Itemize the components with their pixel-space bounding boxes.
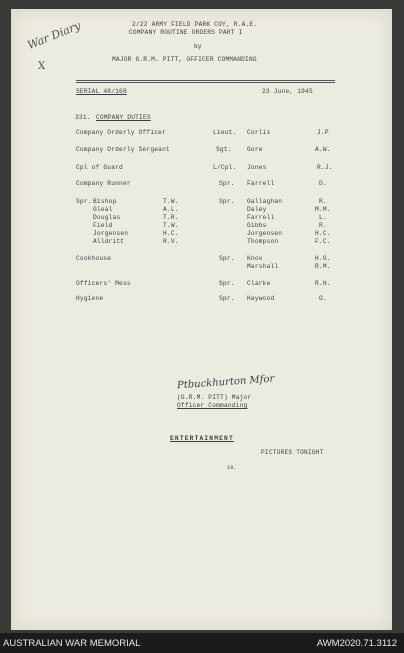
page-note: 18. bbox=[227, 465, 237, 471]
footer-catalogue-number: AWM2020.71.3112 bbox=[316, 638, 397, 649]
guard-initials: R. bbox=[319, 222, 327, 229]
signature: Ptbuckhurton Mfor bbox=[176, 373, 275, 392]
guard-name: Thompson bbox=[247, 238, 279, 245]
header-orders-title: COMPANY ROUTINE ORDERS PART I bbox=[129, 29, 243, 36]
duty-label: Cpl of Guard bbox=[76, 164, 123, 171]
guard-name: Gallaghan bbox=[247, 198, 283, 205]
entertainment-text: PICTURES TONIGHT bbox=[261, 449, 324, 456]
header-rule-top bbox=[76, 80, 335, 81]
guard-initials: R. bbox=[319, 198, 327, 205]
header-commander: MAJOR G.R.M. PITT, OFFICER COMMANDING bbox=[112, 56, 257, 63]
archive-footer bbox=[0, 633, 404, 653]
guard-initials: T.W. bbox=[163, 222, 179, 229]
guard-initials: M.M. bbox=[315, 206, 331, 213]
duty-rank: Spr. bbox=[219, 295, 235, 302]
signatory-name: (G.R.M. PITT) Major bbox=[177, 394, 252, 401]
margin-note-war-diary: War Diary bbox=[25, 18, 83, 53]
duty-rank: Spr. bbox=[219, 280, 235, 287]
duty-label: Company Orderly Sergeant bbox=[76, 146, 170, 153]
guard-name: Farrell bbox=[247, 214, 275, 221]
duty-name: Marshall bbox=[247, 263, 279, 270]
duty-initials: J.P bbox=[317, 129, 329, 136]
duty-name: Knox bbox=[247, 255, 263, 262]
guard-rank-right: Spr. bbox=[219, 198, 235, 205]
duty-name: Jones bbox=[247, 164, 267, 171]
section-number: 331. bbox=[75, 114, 91, 121]
guard-name: Bishop bbox=[93, 198, 117, 205]
header-by: by bbox=[194, 43, 202, 50]
guard-initials: H.C. bbox=[315, 230, 331, 237]
entertainment-heading: ENTERTAINMENT bbox=[170, 435, 234, 442]
guard-initials: F.C. bbox=[315, 238, 331, 245]
duty-label: Hygiene bbox=[76, 295, 104, 302]
guard-initials: R.V. bbox=[163, 238, 179, 245]
guard-name: Alldritt bbox=[93, 238, 125, 245]
duty-label: Cookhouse bbox=[76, 255, 112, 262]
guard-initials: T.W. bbox=[163, 198, 179, 205]
duty-initials: R.M. bbox=[315, 263, 331, 270]
duty-initials: R.H. bbox=[315, 280, 331, 287]
order-date: 23 June, 1945 bbox=[262, 88, 313, 95]
duty-rank: Lieut. bbox=[213, 129, 237, 136]
signatory-title: Officer Commanding bbox=[177, 402, 248, 409]
duty-rank: Spr. bbox=[219, 255, 235, 262]
guard-rank-left: Spr. bbox=[76, 198, 92, 205]
guard-name: Jorgensen bbox=[247, 230, 283, 237]
header-unit: 2/22 ARMY FIELD PARK COY, R.A.E. bbox=[132, 21, 258, 28]
duty-initials: D. bbox=[319, 180, 327, 187]
guard-initials: T.R. bbox=[163, 214, 179, 221]
duty-name: Gore bbox=[247, 146, 263, 153]
guard-name: Jorgensen bbox=[93, 230, 129, 237]
duty-label: Company Orderly Officer bbox=[76, 129, 167, 136]
document-page bbox=[11, 9, 392, 630]
duty-label: Company Runner bbox=[76, 180, 131, 187]
guard-initials: A.L. bbox=[163, 206, 179, 213]
guard-initials: L. bbox=[319, 214, 327, 221]
duty-name: Haywood bbox=[247, 295, 275, 302]
guard-name: Douglas bbox=[93, 214, 121, 221]
guard-initials: H.C. bbox=[163, 230, 179, 237]
guard-name: Gibbs bbox=[247, 222, 267, 229]
duty-name: Farrell bbox=[247, 180, 275, 187]
duty-rank: Sgt. bbox=[216, 146, 232, 153]
duty-initials: A.W. bbox=[315, 146, 331, 153]
duty-name: Clarke bbox=[247, 280, 271, 287]
duty-name: Corlis bbox=[247, 129, 271, 136]
duty-initials: R.J. bbox=[317, 164, 333, 171]
duty-initials: G. bbox=[319, 295, 327, 302]
duty-initials: H.G. bbox=[315, 255, 331, 262]
section-title: COMPANY DUTIES bbox=[96, 114, 151, 121]
serial-number: SERIAL 48/168 bbox=[76, 88, 127, 95]
guard-name: Field bbox=[93, 222, 113, 229]
header-rule-bottom bbox=[76, 82, 335, 83]
guard-name: Gleal bbox=[93, 206, 113, 213]
footer-institution: AUSTRALIAN WAR MEMORIAL bbox=[3, 638, 141, 649]
duty-rank: L/Cpl. bbox=[213, 164, 237, 171]
duty-label: Officers' Mess bbox=[76, 280, 131, 287]
duty-rank: Spr. bbox=[219, 180, 235, 187]
margin-mark: X bbox=[38, 61, 46, 72]
guard-name: Daley bbox=[247, 206, 267, 213]
